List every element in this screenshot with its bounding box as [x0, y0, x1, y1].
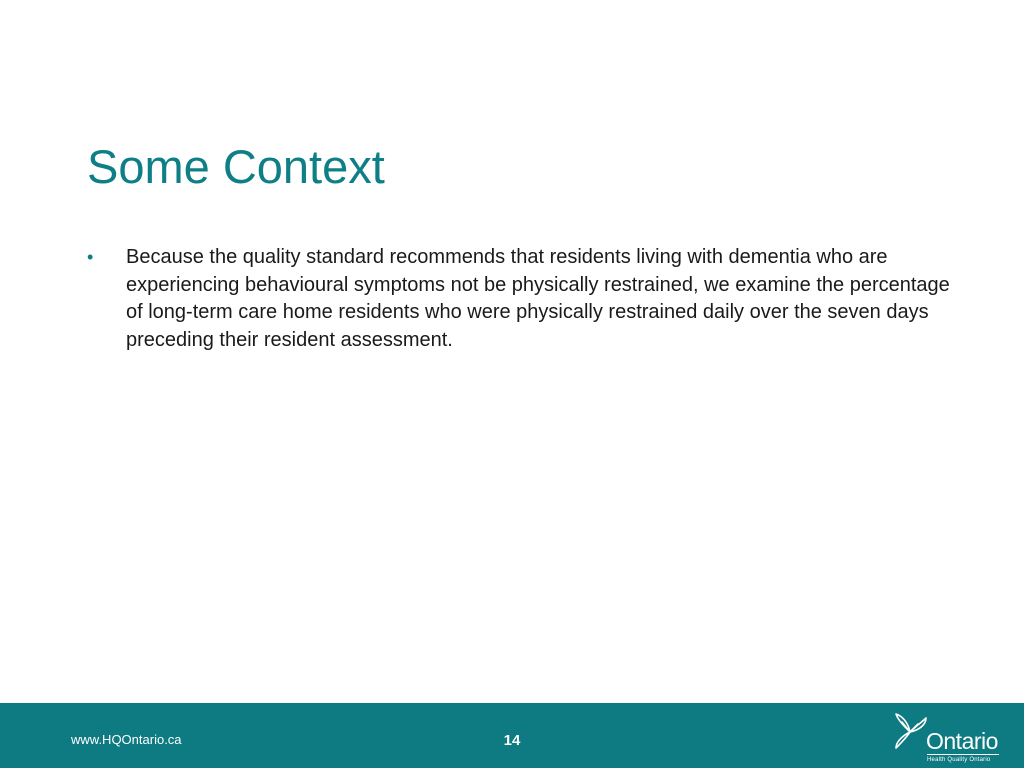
logo-wordmark: Ontario: [926, 728, 998, 754]
logo-subtitle: Health Quality Ontario: [927, 757, 991, 763]
slide-title: Some Context: [87, 140, 385, 193]
footer-url[interactable]: www.HQOntario.ca: [71, 732, 182, 747]
footer-bar: [0, 703, 1024, 768]
bullet-item: [87, 244, 967, 354]
logo-divider: [927, 754, 999, 755]
ontario-logo: [890, 712, 1005, 764]
bullet-marker: •: [87, 247, 94, 267]
trillium-icon: [890, 712, 930, 752]
bullet-list: [87, 244, 967, 354]
bullet-text: Because the quality standard recommends that residents living with dementia who are experiencing behavioural symptoms not be physically restrained, we examine the percentage of long-term care home residents who were physically restrained daily over the seven days preceding their resident assessment.: [126, 246, 950, 351]
page-number: 14: [503, 732, 521, 749]
